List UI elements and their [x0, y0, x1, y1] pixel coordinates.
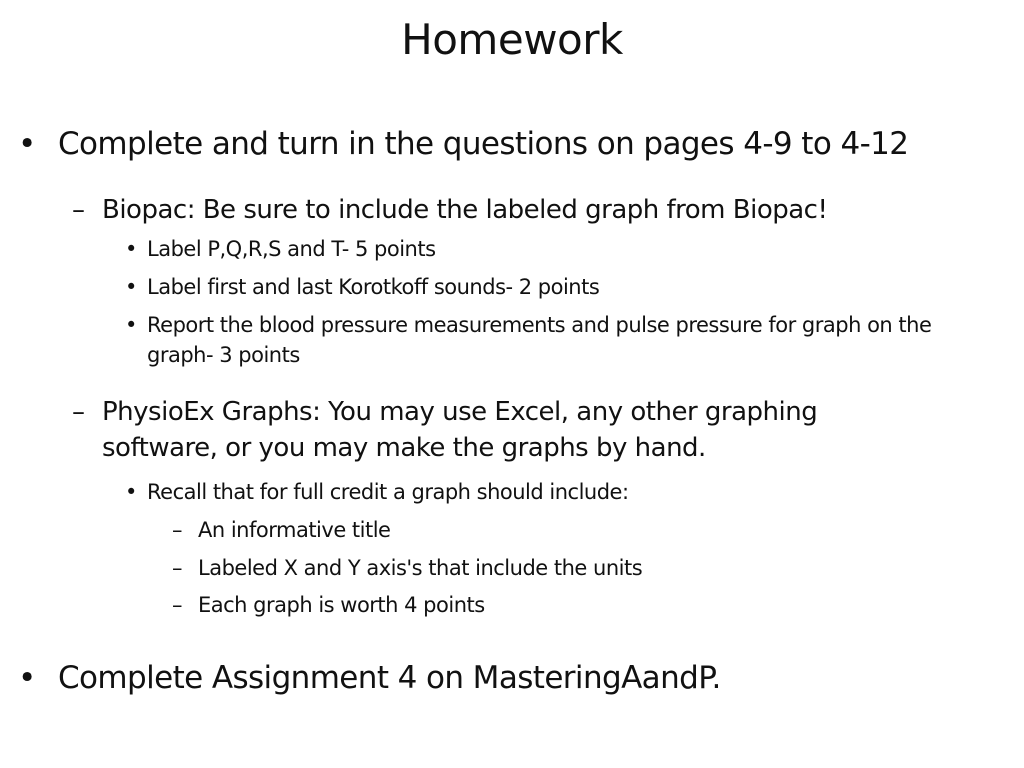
bullet-level3	[125, 310, 995, 370]
bullet-text: Labeled X and Y axis's that include the units	[198, 556, 643, 580]
bullet-text: Recall that for full credit a graph should include:	[147, 480, 629, 504]
dash-marker: –	[172, 518, 182, 542]
bullet-text: An informative title	[198, 518, 391, 542]
bullet-text: Each graph is worth 4 points	[198, 593, 485, 617]
bullet-level4	[172, 590, 992, 620]
bullet-level3	[125, 477, 995, 507]
bullet-marker: •	[125, 237, 137, 261]
dash-marker: –	[72, 397, 85, 427]
bullet-text: Complete Assignment 4 on MasteringAandP.	[58, 660, 721, 696]
bullet-text: Report the blood pressure measurements and pulse pressure for graph on the graph- 3 points	[147, 313, 932, 367]
bullet-level4	[172, 553, 992, 583]
bullet-level3	[125, 234, 995, 264]
bullet-level1	[0, 660, 1000, 696]
dash-marker: –	[172, 556, 182, 580]
bullet-text: Label P,Q,R,S and T- 5 points	[147, 237, 436, 261]
bullet-text: Label first and last Korotkoff sounds- 2 points	[147, 275, 600, 299]
bullet-text: Complete and turn in the questions on pages 4-9 to 4-12	[58, 126, 909, 162]
bullet-marker: •	[125, 480, 137, 504]
bullet-level2	[72, 394, 932, 466]
bullet-marker: •	[125, 313, 137, 337]
bullet-text: Biopac: Be sure to include the labeled graph from Biopac!	[102, 195, 828, 225]
bullet-level3	[125, 272, 995, 302]
bullet-level2	[72, 192, 1002, 228]
bullet-marker: •	[18, 126, 36, 162]
bullet-marker: •	[125, 275, 137, 299]
bullet-level4	[172, 515, 992, 545]
bullet-text: PhysioEx Graphs: You may use Excel, any other graphing software, or you may make the graphs by hand.	[102, 397, 818, 463]
slide-title: Homework	[401, 15, 623, 64]
dash-marker: –	[72, 195, 85, 225]
bullet-level1	[0, 126, 1000, 162]
dash-marker: –	[172, 593, 182, 617]
bullet-marker: •	[18, 660, 36, 696]
